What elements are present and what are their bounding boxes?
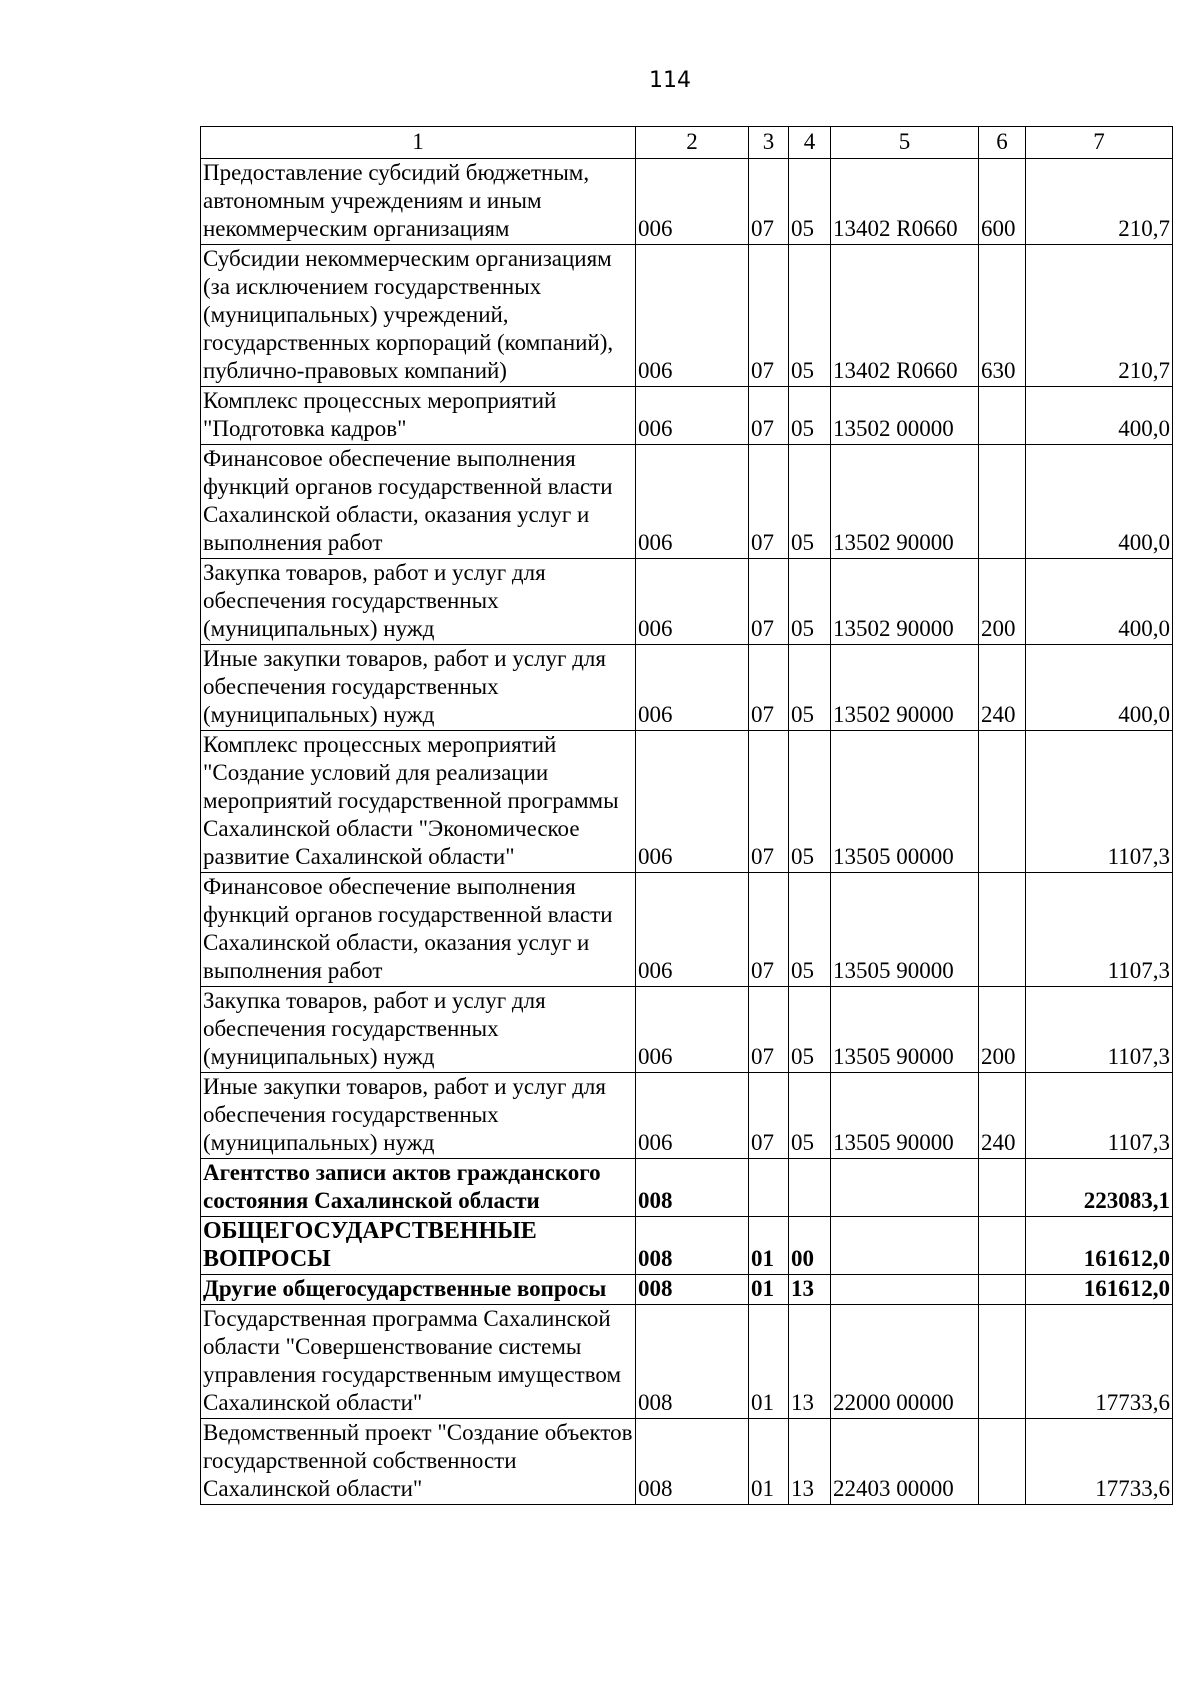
- page-number: 114: [649, 68, 691, 93]
- row-sum-cell: 1107,3: [1026, 987, 1173, 1073]
- row-name-cell: Закупка товаров, работ и услуг для обеспечения государственных (муниципальных) нужд: [201, 987, 636, 1073]
- row-sum-cell: 1107,3: [1026, 1073, 1173, 1159]
- row-target-article-cell: 13505 00000: [831, 731, 979, 873]
- row-expense-type-cell: [979, 1419, 1026, 1505]
- row-name-cell: ОБЩЕГОСУДАРСТВЕННЫЕ ВОПРОСЫ: [201, 1217, 636, 1275]
- row-name-cell: Субсидии некоммерческим организациям (за исключением государственных (муниципальных) учреждений, государственных корпораций (компаний), публично-правовых компаний): [201, 245, 636, 387]
- table-body: [201, 159, 1173, 1505]
- row-sum-cell: 161612,0: [1026, 1275, 1173, 1305]
- table-row: [201, 987, 1173, 1073]
- row-name-cell: Государственная программа Сахалинской области "Совершенствование системы управления государственным имуществом Сахалинской области": [201, 1305, 636, 1419]
- table-row: [201, 1419, 1173, 1505]
- row-expense-type-cell: 200: [979, 559, 1026, 645]
- row-subsection-cell: 05: [789, 159, 831, 245]
- table-row: [201, 1159, 1173, 1217]
- row-target-article-cell: 13502 90000: [831, 559, 979, 645]
- row-sum-cell: 210,7: [1026, 245, 1173, 387]
- row-subsection-cell: 05: [789, 873, 831, 987]
- header-col-3: 3: [749, 127, 789, 159]
- row-name-cell: Финансовое обеспечение выполнения функций органов государственной власти Сахалинской области, оказания услуг и выполнения работ: [201, 873, 636, 987]
- row-name-cell: Комплекс процессных мероприятий "Подготовка кадров": [201, 387, 636, 445]
- row-section-cell: 07: [749, 559, 789, 645]
- row-target-article-cell: [831, 1275, 979, 1305]
- row-sum-cell: 400,0: [1026, 559, 1173, 645]
- row-ved-code-cell: 008: [636, 1419, 749, 1505]
- row-target-article-cell: [831, 1159, 979, 1217]
- row-sum-cell: 210,7: [1026, 159, 1173, 245]
- row-ved-code-cell: 006: [636, 731, 749, 873]
- table-row: [201, 245, 1173, 387]
- row-section-cell: 01: [749, 1419, 789, 1505]
- row-ved-code-cell: 006: [636, 245, 749, 387]
- table-row: [201, 445, 1173, 559]
- row-ved-code-cell: 006: [636, 987, 749, 1073]
- header-col-6: 6: [979, 127, 1026, 159]
- row-name-cell: Агентство записи актов гражданского состояния Сахалинской области: [201, 1159, 636, 1217]
- row-target-article-cell: 13505 90000: [831, 1073, 979, 1159]
- row-section-cell: 07: [749, 873, 789, 987]
- budget-table: [200, 126, 1173, 1505]
- row-section-cell: 07: [749, 387, 789, 445]
- header-col-1: 1: [201, 127, 636, 159]
- row-target-article-cell: [831, 1217, 979, 1275]
- row-section-cell: 07: [749, 1073, 789, 1159]
- header-col-2: 2: [636, 127, 749, 159]
- row-sum-cell: 17733,6: [1026, 1419, 1173, 1505]
- row-sum-cell: 161612,0: [1026, 1217, 1173, 1275]
- row-section-cell: 01: [749, 1275, 789, 1305]
- row-target-article-cell: 13502 00000: [831, 387, 979, 445]
- row-subsection-cell: 05: [789, 987, 831, 1073]
- row-target-article-cell: 13502 90000: [831, 645, 979, 731]
- row-expense-type-cell: [979, 1275, 1026, 1305]
- table-row: [201, 1217, 1173, 1275]
- row-subsection-cell: 00: [789, 1217, 831, 1275]
- row-ved-code-cell: 008: [636, 1159, 749, 1217]
- row-ved-code-cell: 006: [636, 1073, 749, 1159]
- row-subsection-cell: 13: [789, 1305, 831, 1419]
- row-subsection-cell: 13: [789, 1419, 831, 1505]
- row-ved-code-cell: 008: [636, 1305, 749, 1419]
- row-name-cell: Закупка товаров, работ и услуг для обеспечения государственных (муниципальных) нужд: [201, 559, 636, 645]
- row-expense-type-cell: [979, 873, 1026, 987]
- row-ved-code-cell: 006: [636, 445, 749, 559]
- row-ved-code-cell: 008: [636, 1217, 749, 1275]
- row-expense-type-cell: 240: [979, 645, 1026, 731]
- header-col-4: 4: [789, 127, 831, 159]
- row-sum-cell: 1107,3: [1026, 731, 1173, 873]
- row-subsection-cell: 05: [789, 445, 831, 559]
- row-subsection-cell: 13: [789, 1275, 831, 1305]
- row-expense-type-cell: 630: [979, 245, 1026, 387]
- row-section-cell: 07: [749, 445, 789, 559]
- row-expense-type-cell: 600: [979, 159, 1026, 245]
- row-section-cell: 01: [749, 1305, 789, 1419]
- row-sum-cell: 400,0: [1026, 387, 1173, 445]
- row-ved-code-cell: 006: [636, 645, 749, 731]
- row-target-article-cell: 13505 90000: [831, 987, 979, 1073]
- table-row: [201, 559, 1173, 645]
- row-section-cell: 07: [749, 645, 789, 731]
- row-name-cell: Финансовое обеспечение выполнения функций органов государственной власти Сахалинской области, оказания услуг и выполнения работ: [201, 445, 636, 559]
- table-row: [201, 387, 1173, 445]
- row-target-article-cell: 13402 R0660: [831, 245, 979, 387]
- row-expense-type-cell: [979, 387, 1026, 445]
- row-sum-cell: 223083,1: [1026, 1159, 1173, 1217]
- header-col-7: 7: [1026, 127, 1173, 159]
- row-name-cell: Ведомственный проект "Создание объектов государственной собственности Сахалинской области": [201, 1419, 636, 1505]
- row-target-article-cell: 13502 90000: [831, 445, 979, 559]
- table-row: [201, 873, 1173, 987]
- row-expense-type-cell: [979, 1159, 1026, 1217]
- row-subsection-cell: 05: [789, 731, 831, 873]
- row-expense-type-cell: 240: [979, 1073, 1026, 1159]
- row-subsection-cell: 05: [789, 645, 831, 731]
- row-section-cell: 07: [749, 731, 789, 873]
- row-section-cell: 07: [749, 987, 789, 1073]
- table-row: [201, 645, 1173, 731]
- row-name-cell: Предоставление субсидий бюджетным, автономным учреждениям и иным некоммерческим организациям: [201, 159, 636, 245]
- row-ved-code-cell: 006: [636, 559, 749, 645]
- row-ved-code-cell: 008: [636, 1275, 749, 1305]
- row-ved-code-cell: 006: [636, 873, 749, 987]
- row-section-cell: 07: [749, 245, 789, 387]
- header-col-5: 5: [831, 127, 979, 159]
- row-name-cell: Иные закупки товаров, работ и услуг для обеспечения государственных (муниципальных) нужд: [201, 645, 636, 731]
- row-name-cell: Другие общегосударственные вопросы: [201, 1275, 636, 1305]
- row-sum-cell: 400,0: [1026, 645, 1173, 731]
- header-row: [201, 127, 1173, 159]
- row-ved-code-cell: 006: [636, 387, 749, 445]
- table-row: [201, 1073, 1173, 1159]
- row-section-cell: [749, 1159, 789, 1217]
- row-subsection-cell: 05: [789, 559, 831, 645]
- table-row: [201, 159, 1173, 245]
- row-subsection-cell: 05: [789, 387, 831, 445]
- row-expense-type-cell: [979, 1305, 1026, 1419]
- table-row: [201, 1275, 1173, 1305]
- row-subsection-cell: 05: [789, 245, 831, 387]
- row-target-article-cell: 22000 00000: [831, 1305, 979, 1419]
- row-expense-type-cell: 200: [979, 987, 1026, 1073]
- row-section-cell: 01: [749, 1217, 789, 1275]
- row-expense-type-cell: [979, 1217, 1026, 1275]
- table-row: [201, 1305, 1173, 1419]
- row-target-article-cell: 13402 R0660: [831, 159, 979, 245]
- row-name-cell: Комплекс процессных мероприятий "Создание условий для реализации мероприятий государственной программы Сахалинской области "Экономическое развитие Сахалинской области": [201, 731, 636, 873]
- row-expense-type-cell: [979, 445, 1026, 559]
- row-expense-type-cell: [979, 731, 1026, 873]
- row-sum-cell: 400,0: [1026, 445, 1173, 559]
- table-row: [201, 731, 1173, 873]
- row-target-article-cell: 13505 90000: [831, 873, 979, 987]
- row-name-cell: Иные закупки товаров, работ и услуг для обеспечения государственных (муниципальных) нужд: [201, 1073, 636, 1159]
- row-ved-code-cell: 006: [636, 159, 749, 245]
- row-sum-cell: 17733,6: [1026, 1305, 1173, 1419]
- row-subsection-cell: 05: [789, 1073, 831, 1159]
- row-target-article-cell: 22403 00000: [831, 1419, 979, 1505]
- row-sum-cell: 1107,3: [1026, 873, 1173, 987]
- row-section-cell: 07: [749, 159, 789, 245]
- row-subsection-cell: [789, 1159, 831, 1217]
